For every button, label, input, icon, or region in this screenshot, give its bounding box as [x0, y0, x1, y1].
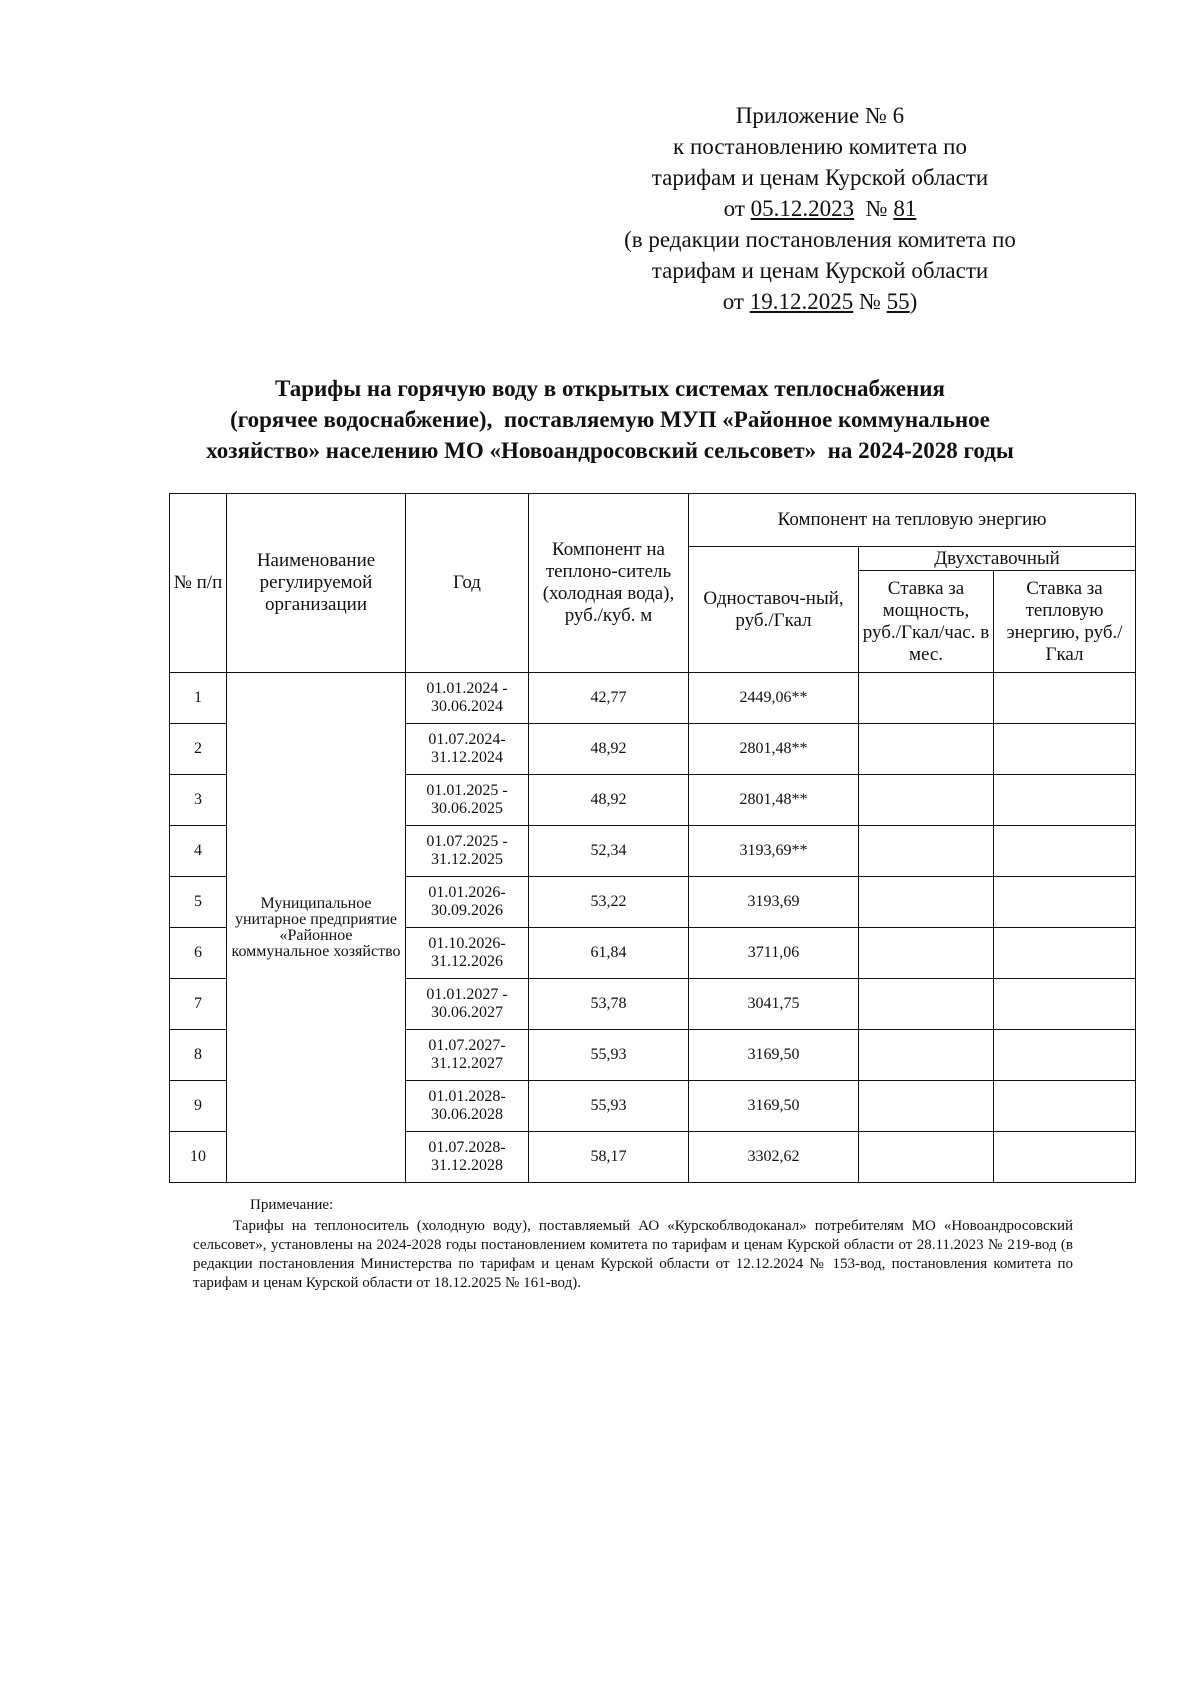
row-carrier-value: 58,17: [529, 1132, 689, 1183]
row-carrier-value: 48,92: [529, 724, 689, 775]
appendix-line: тарифам и ценам Курской области: [651, 165, 989, 190]
row-number: 3: [170, 775, 227, 826]
row-period: 01.01.2028- 30.06.2028: [406, 1081, 529, 1132]
row-number: 9: [170, 1081, 227, 1132]
row-capacity-rate-value: [859, 928, 994, 979]
header-heat-energy: Компонент на тепловую энергию: [689, 494, 1136, 547]
appendix-line: к постановлению комитета по: [673, 134, 967, 159]
row-period: 01.01.2024 - 30.06.2024: [406, 673, 529, 724]
row-period: 01.01.2026- 30.09.2026: [406, 877, 529, 928]
row-single-rate-value: 2801,48**: [689, 775, 859, 826]
row-period: 01.10.2026- 31.12.2026: [406, 928, 529, 979]
row-carrier-value: 55,93: [529, 1030, 689, 1081]
row-carrier-value: 52,34: [529, 826, 689, 877]
row-energy-rate-value: [994, 1030, 1136, 1081]
row-single-rate-value: 3169,50: [689, 1030, 859, 1081]
row-energy-rate-value: [994, 979, 1136, 1030]
header-single-rate: Одноставоч-ный, руб./Гкал: [689, 547, 859, 673]
row-number: 7: [170, 979, 227, 1030]
row-single-rate-value: 3169,50: [689, 1081, 859, 1132]
row-capacity-rate-value: [859, 877, 994, 928]
row-capacity-rate-value: [859, 724, 994, 775]
appendix-revision-line: от 19.12.2025 № 55): [722, 289, 918, 314]
row-single-rate-value: 3041,75: [689, 979, 859, 1030]
tariff-table: [169, 493, 1136, 1183]
header-two-part: Двухставочный: [859, 547, 1136, 571]
resolution-date: 05.12.2023: [750, 196, 855, 221]
row-period: 01.07.2028- 31.12.2028: [406, 1132, 529, 1183]
header-energy-rate: Ставка за тепловую энергию, руб./Гкал: [994, 571, 1136, 673]
appendix-resolution-line: от 05.12.2023 № 81: [723, 196, 917, 221]
organization-name: Муниципальное унитарное предприятие «Районное коммунальное хозяйство: [227, 673, 406, 1183]
header-num: № п/п: [170, 494, 227, 673]
row-number: 10: [170, 1132, 227, 1183]
document-title: Тарифы на горячую воду в открытых системах теплоснабжения (горячее водоснабжение), поставляемую МУП «Районное коммунальное хозяйство» населению МО «Новоандросовский сельсовет» на 2024-2028 годы: [206, 376, 1014, 463]
row-carrier-value: 48,92: [529, 775, 689, 826]
appendix-header: [560, 100, 1080, 317]
row-period: 01.07.2025 - 31.12.2025: [406, 826, 529, 877]
revision-date: 19.12.2025: [749, 289, 854, 314]
row-period: 01.07.2024- 31.12.2024: [406, 724, 529, 775]
row-single-rate-value: 3711,06: [689, 928, 859, 979]
row-capacity-rate-value: [859, 826, 994, 877]
row-single-rate-value: 3193,69**: [689, 826, 859, 877]
row-number: 2: [170, 724, 227, 775]
row-energy-rate-value: [994, 928, 1136, 979]
row-number: 5: [170, 877, 227, 928]
row-capacity-rate-value: [859, 1081, 994, 1132]
row-carrier-value: 55,93: [529, 1081, 689, 1132]
row-energy-rate-value: [994, 1081, 1136, 1132]
revision-number: 55: [886, 289, 910, 314]
row-number: 8: [170, 1030, 227, 1081]
header-year: Год: [406, 494, 529, 673]
header-capacity-rate: Ставка за мощность, руб./Гкал/час. в мес.: [859, 571, 994, 673]
row-energy-rate-value: [994, 1132, 1136, 1183]
row-capacity-rate-value: [859, 775, 994, 826]
resolution-number: 81: [893, 196, 917, 221]
table-row: [170, 673, 1136, 724]
row-period: 01.01.2027 - 30.06.2027: [406, 979, 529, 1030]
row-number: 1: [170, 673, 227, 724]
row-number: 4: [170, 826, 227, 877]
row-single-rate-value: 3193,69: [689, 877, 859, 928]
row-capacity-rate-value: [859, 1030, 994, 1081]
row-energy-rate-value: [994, 826, 1136, 877]
row-carrier-value: 61,84: [529, 928, 689, 979]
row-single-rate-value: 2449,06**: [689, 673, 859, 724]
row-carrier-value: 53,78: [529, 979, 689, 1030]
row-single-rate-value: 3302,62: [689, 1132, 859, 1183]
row-capacity-rate-value: [859, 673, 994, 724]
appendix-line: (в редакции постановления комитета по: [624, 227, 1016, 252]
row-period: 01.07.2027- 31.12.2027: [406, 1030, 529, 1081]
row-period: 01.01.2025 - 30.06.2025: [406, 775, 529, 826]
appendix-line: тарифам и ценам Курской области: [651, 258, 989, 283]
row-energy-rate-value: [994, 673, 1136, 724]
row-number: 6: [170, 928, 227, 979]
header-organization: Наименование регулируемой организации: [227, 494, 406, 673]
row-capacity-rate-value: [859, 979, 994, 1030]
tariff-table-body: [170, 673, 1136, 1183]
row-energy-rate-value: [994, 877, 1136, 928]
note-text: Тарифы на теплоноситель (холодную воду), поставляемый АО «Курскоблводоканал» потребителям МО «Новоандросовский сельсовет», установлены на 2024-2028 годы постановлением комитета по тарифам и ценам Курской области от 28.11.2023 № 219-вод (в редакции постановления Министерства по тарифам и ценам Курской области от 12.12.2024 № 153-вод, постановления комитета по тарифам и ценам Курской области от 18.12.2025 № 161-вод).: [193, 1218, 1073, 1291]
row-single-rate-value: 2801,48**: [689, 724, 859, 775]
row-carrier-value: 42,77: [529, 673, 689, 724]
row-energy-rate-value: [994, 724, 1136, 775]
note-heading: Примечание:: [250, 1197, 334, 1213]
row-capacity-rate-value: [859, 1132, 994, 1183]
appendix-number: Приложение № 6: [735, 103, 905, 128]
header-carrier: Компонент на теплоно-ситель (холодная вода), руб./куб. м: [529, 494, 689, 673]
row-energy-rate-value: [994, 775, 1136, 826]
row-carrier-value: 53,22: [529, 877, 689, 928]
